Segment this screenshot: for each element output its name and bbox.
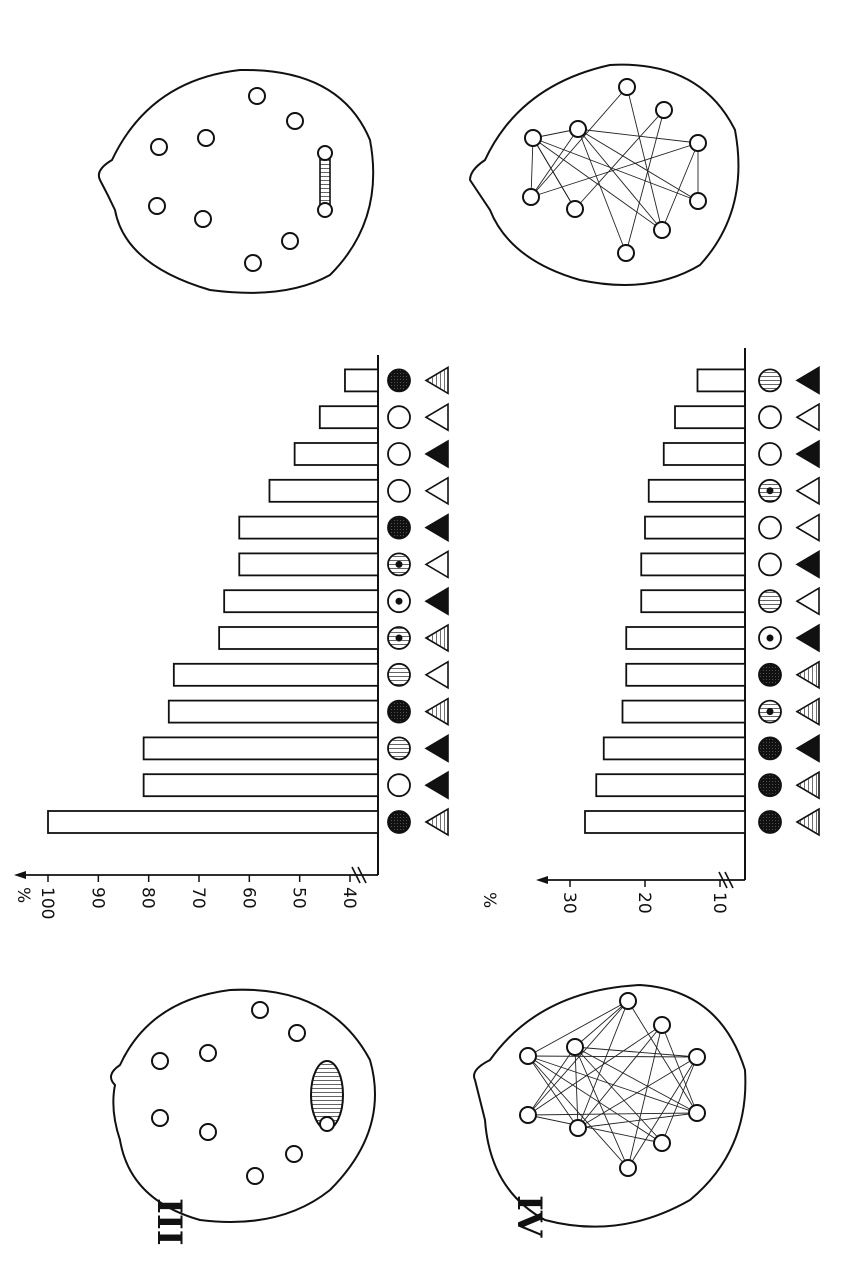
bar-6 xyxy=(626,627,745,649)
triangle-marker-3 xyxy=(797,735,819,761)
triangle-marker-5 xyxy=(426,662,448,688)
circle-marker-2 xyxy=(759,774,781,796)
triangle-marker-12 xyxy=(426,404,448,430)
circle-marker-dot-7 xyxy=(396,598,403,605)
circle-marker-1 xyxy=(759,811,781,833)
tick-label-60: 60 xyxy=(238,887,259,909)
triangle-marker-11 xyxy=(426,441,448,467)
triangle-marker-12 xyxy=(797,404,819,430)
head-diagram-IV-right xyxy=(470,65,738,285)
triangle-marker-1 xyxy=(797,809,819,835)
bar-2 xyxy=(144,774,378,796)
triangle-marker-8 xyxy=(797,551,819,577)
unit-label: % xyxy=(13,887,33,904)
tick-label-30: 30 xyxy=(559,892,579,914)
circle-marker-5 xyxy=(388,664,410,686)
bar-7 xyxy=(641,590,745,612)
triangle-marker-1 xyxy=(426,809,448,835)
bar-4 xyxy=(169,701,378,723)
triangle-marker-10 xyxy=(426,478,448,504)
circle-marker-11 xyxy=(388,443,410,465)
bar-chart-III xyxy=(13,355,448,919)
head-diagram-IV-left xyxy=(474,985,745,1227)
tick-label-90: 90 xyxy=(87,887,108,909)
circle-marker-dot-6 xyxy=(396,635,403,642)
bar-9 xyxy=(645,517,745,539)
bar-13 xyxy=(698,369,746,391)
triangle-marker-2 xyxy=(426,772,448,798)
head-diagram-III-right xyxy=(99,70,373,293)
circle-marker-dot-10 xyxy=(767,487,774,494)
value-axis-arrow xyxy=(14,871,26,879)
tick-label-20: 20 xyxy=(634,892,654,914)
triangle-marker-13 xyxy=(426,367,448,393)
bar-2 xyxy=(596,774,745,796)
circle-marker-9 xyxy=(759,517,781,539)
circle-marker-3 xyxy=(759,737,781,759)
triangle-marker-3 xyxy=(426,735,448,761)
circle-marker-13 xyxy=(388,369,410,391)
tick-label-80: 80 xyxy=(137,887,158,909)
triangle-marker-9 xyxy=(797,515,819,541)
bar-5 xyxy=(174,664,378,686)
circle-marker-5 xyxy=(759,664,781,686)
triangle-marker-2 xyxy=(797,772,819,798)
bar-7 xyxy=(224,590,378,612)
circle-marker-8 xyxy=(759,553,781,575)
bar-11 xyxy=(295,443,378,465)
circle-marker-12 xyxy=(388,406,410,428)
bar-10 xyxy=(649,480,745,502)
triangle-marker-10 xyxy=(797,478,819,504)
triangle-marker-13 xyxy=(797,367,819,393)
tick-label-70: 70 xyxy=(188,887,208,909)
triangle-marker-6 xyxy=(797,625,819,651)
bar-1 xyxy=(48,811,378,833)
triangle-marker-5 xyxy=(797,662,819,688)
circle-marker-1 xyxy=(388,811,410,833)
bar-8 xyxy=(239,553,378,575)
circle-marker-dot-8 xyxy=(396,561,403,568)
circle-marker-dot-4 xyxy=(767,708,774,715)
triangle-marker-11 xyxy=(797,441,819,467)
circle-marker-3 xyxy=(388,737,410,759)
triangle-marker-6 xyxy=(426,625,448,651)
triangle-marker-4 xyxy=(797,699,819,725)
bar-11 xyxy=(664,443,745,465)
bar-chart-IV xyxy=(479,348,819,914)
circle-marker-2 xyxy=(388,774,410,796)
triangle-marker-4 xyxy=(426,699,448,725)
tick-label-50: 50 xyxy=(288,887,309,909)
triangle-marker-7 xyxy=(797,588,819,614)
triangle-marker-9 xyxy=(426,515,448,541)
panel-label-III: III xyxy=(149,1198,189,1246)
circle-marker-11 xyxy=(759,443,781,465)
bar-10 xyxy=(269,480,378,502)
tick-label-40: 40 xyxy=(339,887,359,909)
unit-label: % xyxy=(479,892,499,909)
circle-marker-12 xyxy=(759,406,781,428)
circle-marker-dot-6 xyxy=(767,635,774,642)
bar-6 xyxy=(219,627,378,649)
bar-9 xyxy=(239,517,378,539)
bar-3 xyxy=(144,737,378,759)
tick-label-100: 100 xyxy=(37,887,57,920)
circle-marker-9 xyxy=(388,517,410,539)
bar-4 xyxy=(623,701,746,723)
bar-8 xyxy=(641,553,745,575)
value-axis-arrow xyxy=(536,876,548,884)
circle-marker-7 xyxy=(759,590,781,612)
bar-1 xyxy=(585,811,745,833)
panel-label-IV: IV xyxy=(509,1195,549,1238)
bar-3 xyxy=(604,737,745,759)
bar-13 xyxy=(345,369,378,391)
circle-marker-10 xyxy=(388,480,410,502)
bar-12 xyxy=(675,406,745,428)
bar-12 xyxy=(320,406,378,428)
circle-marker-13 xyxy=(759,369,781,391)
circle-marker-4 xyxy=(388,701,410,723)
triangle-marker-7 xyxy=(426,588,448,614)
triangle-marker-8 xyxy=(426,551,448,577)
tick-label-10: 10 xyxy=(709,892,729,914)
head-diagram-III-left xyxy=(111,990,375,1222)
bar-5 xyxy=(626,664,745,686)
